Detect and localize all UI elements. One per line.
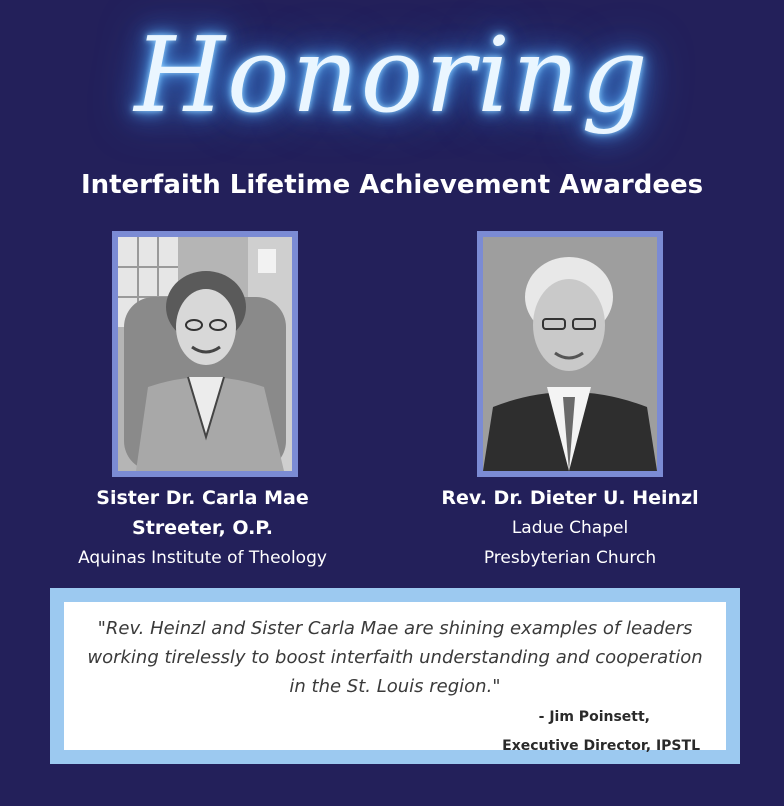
awardee-affiliation-line1: Ladue Chapel — [511, 518, 629, 538]
awardee-photo-dieter-heinzl — [483, 237, 657, 471]
awardee-name-line1: Sister Dr. Carla Mae — [96, 487, 309, 509]
awardee-photo-carla-mae — [118, 237, 292, 471]
quote-attribution-name: - Jim Poinsett, — [538, 709, 650, 725]
awardee-dieter-heinzl — [420, 483, 720, 573]
awardee-photo-frame-right — [477, 231, 663, 477]
page-title: Honoring — [134, 14, 650, 136]
quote-text: "Rev. Heinzl and Sister Carla Mae are shining examples of leaders working tirelessly to boost interfaith understanding and cooperation in the St. Louis region." — [87, 618, 703, 697]
quote-attribution-title: Executive Director, IPSTL — [502, 738, 700, 754]
awardee-carla-mae — [50, 483, 355, 573]
awardee-photo-frame-left — [112, 231, 298, 477]
awardee-affiliation: Aquinas Institute of Theology — [78, 548, 327, 568]
awardee-affiliation-line2: Presbyterian Church — [483, 548, 657, 568]
page-subtitle: Interfaith Lifetime Achievement Awardees — [80, 170, 704, 200]
awardee-name-line2: Streeter, O.P. — [132, 517, 273, 539]
quote-box — [50, 588, 740, 764]
awardee-name-line1: Rev. Dr. Dieter U. Heinzl — [441, 487, 699, 509]
